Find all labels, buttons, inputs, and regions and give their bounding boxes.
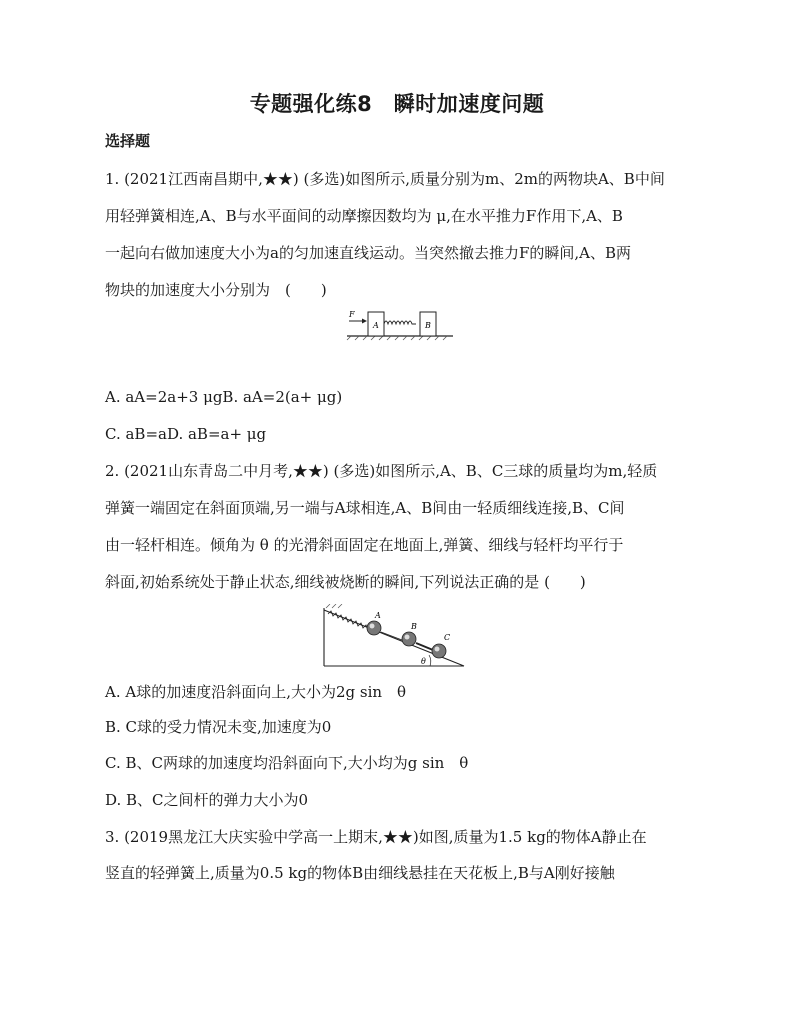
ball-c-highlight	[435, 647, 440, 652]
q2-line-1: 2. (2021山东青岛二中月考,★★) (多选)如图所示,A、B、C三球的质量均为m,轻质	[105, 462, 658, 480]
spring	[384, 321, 416, 324]
q1-options-ab: A. aA=2a+3 μgB. aA=2(a+ μg)	[105, 388, 343, 406]
q2-line-3: 由一轻杆相连。倾角为 θ 的光滑斜面固定在地面上,弹簧、细线与轻杆均平行于	[105, 536, 624, 554]
force-label: F	[349, 310, 355, 319]
q1-line-4: 物块的加速度大小分别为 ( )	[105, 281, 327, 299]
ball-a-highlight	[370, 624, 375, 629]
q1-line-1: 1. (2021江西南昌期中,★★) (多选)如图所示,质量分别为m、2m的两物块A、B中间	[105, 170, 665, 188]
section-heading: 选择题	[105, 132, 151, 150]
q2-option-a: A. A球的加速度沿斜面向上,大小为2g sin θ	[105, 683, 407, 701]
angle-arc	[429, 655, 431, 666]
ball-c-label: C	[444, 633, 451, 642]
q1-options-cd: C. aB=aD. aB=a+ μg	[105, 425, 267, 443]
block-a-label: A	[373, 321, 379, 330]
q2-incline-figure	[318, 604, 468, 668]
q2-option-b: B. C球的受力情况未变,加速度为0	[105, 718, 332, 736]
q1-spring-blocks-figure	[345, 306, 455, 342]
q2-option-d: D. B、C之间杆的弹力大小为0	[105, 791, 309, 809]
q2-line-2: 弹簧一端固定在斜面顶端,另一端与A球相连,A、B间由一轻质细线连接,B、C间	[105, 499, 625, 517]
q3-line-1: 3. (2019黑龙江大庆实验中学高一上期末,★★)如图,质量为1.5 kg的物体A静止在	[105, 828, 647, 846]
force-arrowhead	[362, 319, 367, 324]
ball-b-highlight	[405, 635, 410, 640]
block-b-label: B	[425, 321, 431, 330]
ground-hatch	[347, 336, 447, 340]
page-title: 专题强化练8 瞬时加速度问题	[249, 92, 545, 116]
q2-line-4: 斜面,初始系统处于静止状态,细线被烧断的瞬间,下列说法正确的是 ( )	[105, 573, 586, 591]
ball-a	[367, 621, 381, 635]
q2-option-c: C. B、C两球的加速度均沿斜面向下,大小均为g sin θ	[105, 754, 469, 772]
q1-line-2: 用轻弹簧相连,A、B与水平面间的动摩擦因数均为 μ,在水平推力F作用下,A、B	[105, 207, 623, 225]
ball-b-label: B	[411, 622, 417, 631]
ball-b	[402, 632, 416, 646]
angle-label: θ	[421, 657, 426, 666]
rod-bc	[416, 643, 433, 650]
ball-a-label: A	[375, 611, 381, 620]
q3-line-2: 竖直的轻弹簧上,质量为0.5 kg的物体B由细线悬挂在天花板上,B与A刚好接触	[105, 864, 615, 882]
thread-ab	[381, 632, 402, 640]
ball-c	[432, 644, 446, 658]
ceiling-hatch	[326, 604, 342, 608]
q1-line-3: 一起向右做加速度大小为a的匀加速直线运动。当突然撤去推力F的瞬间,A、B两	[105, 244, 631, 262]
